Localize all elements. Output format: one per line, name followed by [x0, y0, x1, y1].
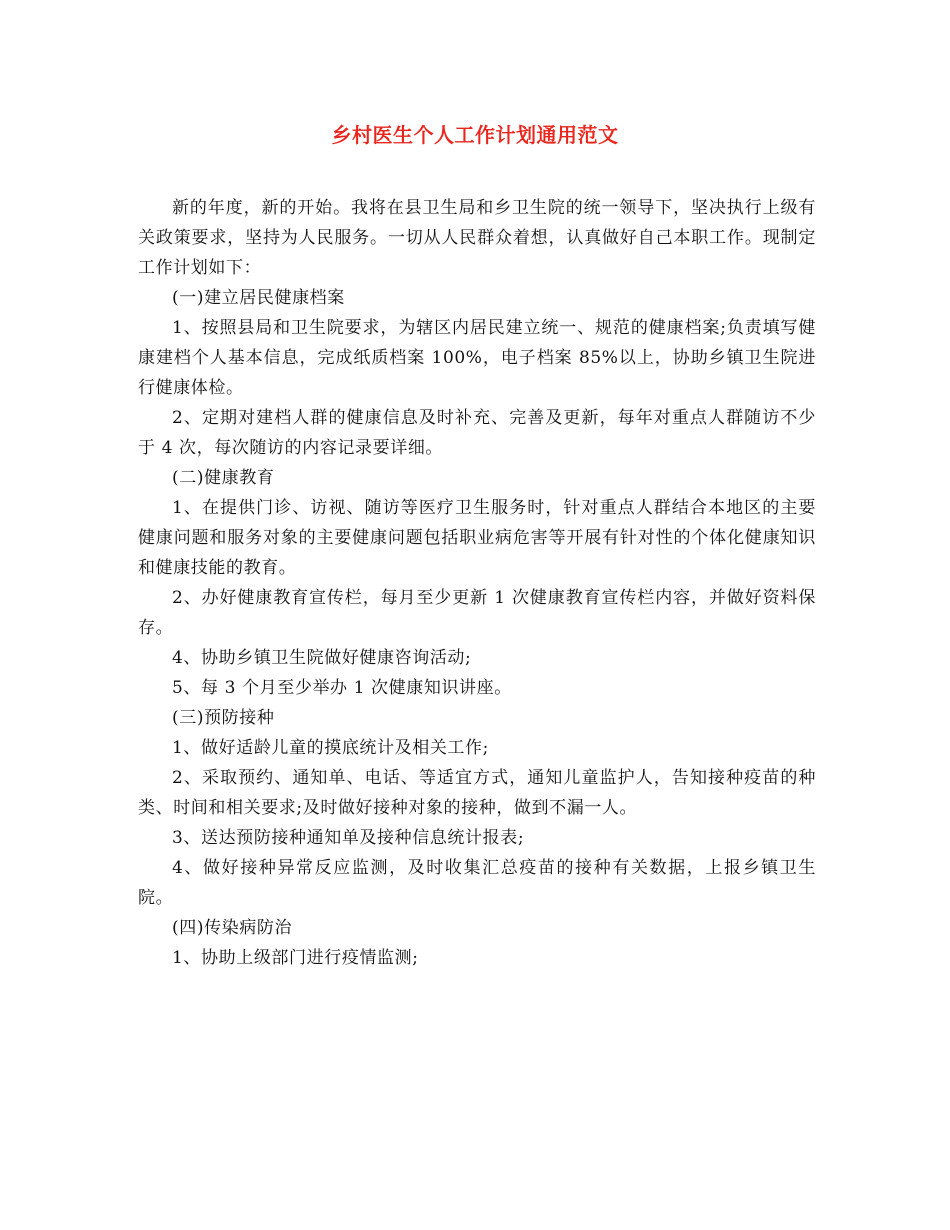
document-title: 乡村医生个人工作计划通用范文: [331, 123, 619, 147]
paragraph: 1、在提供门诊、访视、随访等医疗卫生服务时，针对重点人群结合本地区的主要健康问题和服务对象的主要健康问题包括职业病危害等开展有针对性的个体化健康知识和健康技能的教育。: [138, 498, 816, 578]
paragraph: 4、协助乡镇卫生院做好健康咨询活动;: [172, 648, 472, 668]
paragraph: 1、协助上级部门进行疫情监测;: [172, 948, 419, 968]
paragraph: 4、做好接种异常反应监测，及时收集汇总疫苗的接种有关数据，上报乡镇卫生院。: [138, 858, 816, 908]
section-heading-2: (二)健康教育: [172, 468, 275, 488]
paragraph: 5、每 3 个月至少举办 1 次健康知识讲座。: [172, 678, 512, 698]
paragraph: 2、定期对建档人群的健康信息及时补充、完善及更新，每年对重点人群随访不少于 4 次，每次随访的内容记录要详细。: [138, 408, 816, 458]
section-heading-1: (一)建立居民健康档案: [172, 288, 345, 308]
section-heading-4: (四)传染病防治: [172, 918, 293, 938]
paragraph: 1、做好适龄儿童的摸底统计及相关工作;: [172, 738, 489, 758]
paragraph: 3、送达预防接种通知单及接种信息统计报表;: [172, 828, 525, 848]
section-heading-3: (三)预防接种: [172, 708, 275, 728]
paragraph: 2、采取预约、通知单、电话、等适宜方式，通知儿童监护人，告知接种疫苗的种类、时间和相关要求;及时做好接种对象的接种，做到不漏一人。: [138, 768, 816, 818]
paragraph: 1、按照县局和卫生院要求，为辖区内居民建立统一、规范的健康档案;负责填写健康建档个人基本信息，完成纸质档案 100%，电子档案 85%以上，协助乡镇卫生院进行健康体检。: [138, 318, 816, 398]
paragraph-intro: 新的年度，新的开始。我将在县卫生局和乡卫生院的统一领导下，坚决执行上级有关政策要求，坚持为人民服务。一切从人民群众着想，认真做好自己本职工作。现制定工作计划如下：: [138, 198, 816, 278]
document-body: [138, 193, 816, 973]
paragraph: 2、办好健康教育宣传栏，每月至少更新 1 次健康教育宣传栏内容，并做好资料保存。: [138, 588, 816, 638]
